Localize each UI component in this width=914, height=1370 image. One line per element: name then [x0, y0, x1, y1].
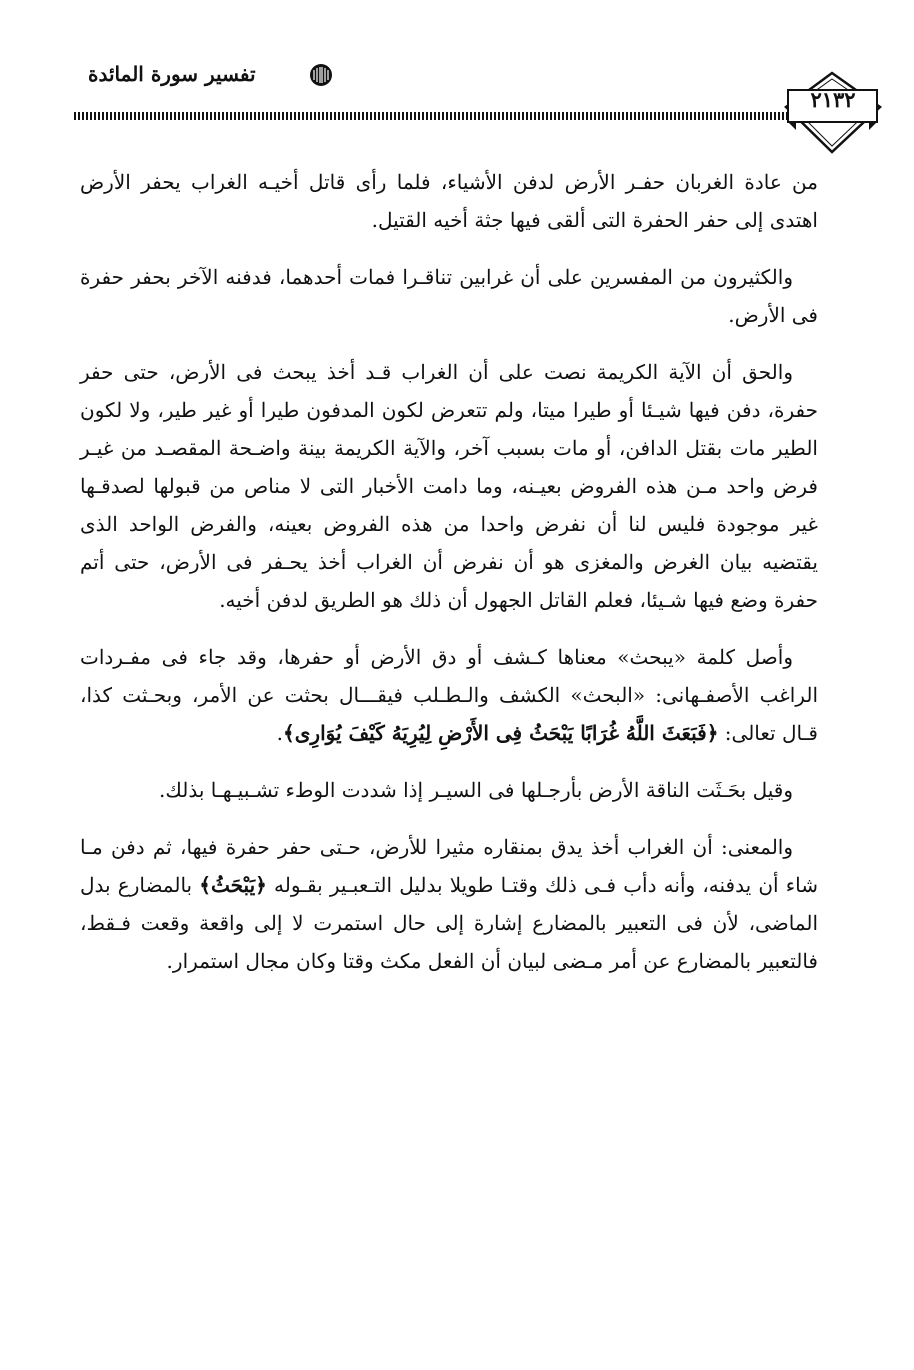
paragraph-1: من عادة الغربان حفـر الأرض لدفن الأشياء، فلما رأى قاتل أخيـه الغراب يحفر الأرض اهتدى إلى حفر الحفرة التى ألقى فيها جثة أخيه القتيل.	[80, 170, 818, 232]
paragraph-5: وقيل بحَـثَت الناقة الأرض بأرجـلها فى السيـر إذا شددت الوطء تشـبيـهـا بذلك.	[159, 778, 793, 802]
paragraph-6-end: بالمضارع بدل الماضى، لأن فى التعبير بالمضارع إشارة إلى حال استمرت لا إلى واقعة وقعت فـقط، فالتعبير بالمضارع عن أمر مـضى لبيان أن الفعل مكث وقتا وكان مجال استمرار.	[80, 873, 818, 973]
paragraph-6	[80, 828, 818, 980]
page-body	[80, 163, 818, 999]
header-rule	[74, 112, 789, 120]
quran-verse: ﴿فَبَعَثَ اللَّهُ غُرَابًا يَبْحَثُ فِى الأَرْضِ لِيُرِيَهُ كَيْفَ يُوَارِى﴾	[283, 721, 719, 745]
page-header	[0, 0, 914, 160]
paragraph-6-text: والمعنى: أن الغراب أخذ يدق بمنقاره مثيرا للأرض، حـتى حفر حفرة فيها، ثم دفن مـا شاء أن يدفنه، وأنه دأب فـى ذلك وقتـا طويلا بدليل التـعبـير بقـوله	[80, 835, 819, 897]
page-number: ٢١٣٢	[810, 87, 856, 112]
page-number-badge	[780, 70, 885, 155]
paragraph-4-end: .	[276, 721, 284, 745]
running-title: تفسير سورة المائدة	[88, 62, 256, 86]
paragraph-4-text: وأصل كلمة «يبحث» معناها كـشف أو دق الأرض أو حفرها، وقد جاء فى مفـردات الراغب الأصفـهانى: «البحث» الكشف والـطـلب فيقـــال بحثت عن الأمر، وبحـثت كذا، قـال تعالى:	[80, 645, 818, 745]
paragraph-3: والحق أن الآية الكريمة نصت على أن الغراب قـد أخذ يبحث فى الأرض، حتى حفر حفرة، دفن فيها شيـئا أو طيرا ميتا، ولم تتعرض لكون المدفون طيرا أو غير طير، ولا لكون الطير مات بقتل الدافن، أو مات بسبب آخر، والآية الكريمة بينة واضـحة المقصـد من غيـر فرض واحد مـن هذه الفروض بعيـنه، وما دامت الأخبار التى لا مناص من قبولها لصدقـها غير موجودة فليس لنا أن نفرض واحدا من هذه الفروض بعينه، والفرض الواحد الذى يقتضيه بيان الغرض والمغزى هو أن نفرض أن الغراب أخذ يحـفر فى الأرض، حتى أتم حفرة وضع فيها شـيئا، فعلم القاتل الجهول أن ذلك هو الطريق لدفن أخيه.	[80, 360, 818, 612]
ornament-icon	[308, 62, 334, 88]
paragraph-2: والكثيرون من المفسرين على أن غرابين تناقـرا فمات أحدهما، فدفنه الآخر بحفر حفرة فى الأرض.	[80, 265, 818, 327]
paragraph-4	[80, 638, 818, 752]
quran-word: ﴿يَبْحَثُ﴾	[199, 873, 267, 897]
